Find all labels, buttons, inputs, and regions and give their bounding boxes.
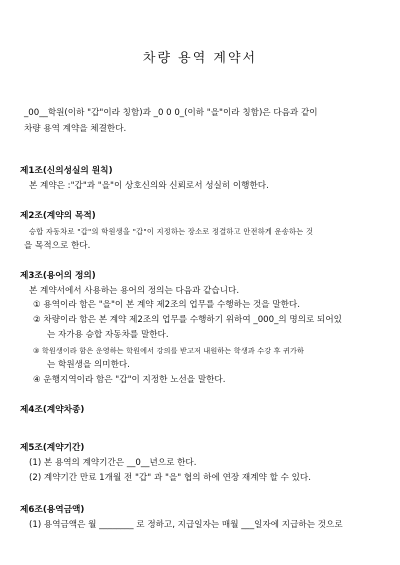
article-text: (1) 본 용역의 계약기간은 __0__년으로 한다. [29,458,197,468]
article-heading: 제6조(용역금액) [20,505,85,515]
article-text: 는 자가용 승합 자동차를 말한다. [47,330,169,340]
article-text: (1) 용역금액은 월 ________ 로 정하고, 지급일자는 매월 ___일자에 지급하는 것으로 [29,520,343,530]
article-text: (2) 계약기간 만료 1개월 전 "갑" 과 "을" 협의 하에 연장 재계약 할 수 있다. [29,473,311,483]
article-heading: 제1조(신의성실의 원칙) [20,166,113,176]
article-text: ② 차량이라 함은 본 계약 제2조의 업무를 수행하기 위하여 _000_의 명의로 되어있 [33,315,342,325]
article-text: 본 계약은 :"갑"과 "을"이 상호신의와 신뢰로서 성실히 이행한다. [29,181,269,191]
article-text: ④ 운행지역이라 함은 "갑"이 지정한 노선을 말한다. [33,375,226,385]
article-text: ③ 학원생이라 함은 운영하는 학원에서 강의를 받고저 내원하는 학생과 수강 후 귀가하 [33,346,305,355]
article-text: 는 학원생을 의미한다. [47,360,130,370]
article-heading: 제2조(계약의 목적) [20,211,96,221]
article-text: 승합 자동차로 "갑"의 학원생을 "갑"이 지정하는 장소로 정결하고 안전하게 운송하는 것 [29,227,314,236]
article-text: 을 목적으로 한다. [24,241,91,251]
article-heading: 제4조(계약차종) [20,405,85,415]
article-heading: 제3조(용어의 정의) [20,271,96,281]
article-text: 본 계약서에서 사용하는 용어의 정의는 다음과 같습니다. [29,286,240,296]
intro-line: 차량 용역 계약을 체결한다. [24,124,127,134]
article-heading: 제5조(계약기간) [20,443,85,453]
article-text: ① 용역이라 함은 "을"이 본 계약 제2조의 업무를 수행하는 것을 말한다. [33,300,300,310]
intro-line: _00__학원(이하 "갑"이라 칭함)과 _0 0 0_(이하 "을"이라 칭함)은 다음과 같이 [24,108,318,118]
document-title: 차량 용역 계약서 [142,51,258,66]
